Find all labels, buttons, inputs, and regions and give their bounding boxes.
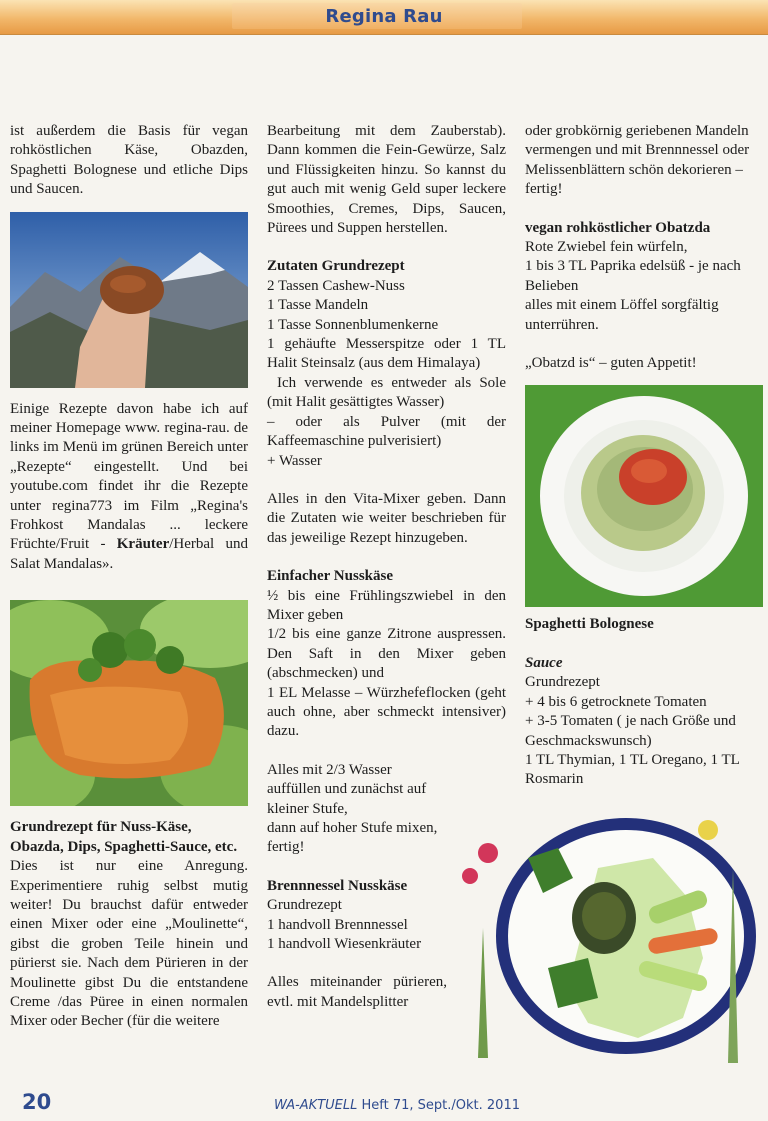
ingredient-line: 1 bis 3 TL Paprika edelsüß - je nach Belieben [525, 258, 741, 294]
section-heading: Brennnessel Nusskäse [267, 877, 408, 894]
ingredient-line: Rote Zwiebel fein würfeln, [525, 239, 688, 256]
magazine-name: WA-AKTUELL [274, 1098, 358, 1113]
paragraph: Alles mit 2/3 Wasser auffüllen und zunächst auf kleiner Stufe, [267, 761, 427, 817]
ingredient-line: Grundrezept [525, 674, 600, 691]
paragraph: Einige Rezepte davon habe ich auf meiner Homepage www. regina-rau. de links im Menü im grünen Bereich unter „Rezepte“ eingestellt. Und bei youtube.com findet ihr die Rezepte unter regina773 im Film „Regina's Frohkost Mandalas ... leckere Früchte/Fruit - Kräuter/Herbal und Salat Mandalas». [10, 400, 249, 572]
section-heading: Grundrezept für Nuss-Käse, Obazda, Dips, Spaghetti-Sauce, etc. [10, 819, 238, 855]
ingredient-line: alles mit einem Löffel sorgfältig unterrühren. [525, 297, 719, 333]
ingredient-line: + 4 bis 6 getrocknete Tomaten [525, 693, 707, 710]
ingredient-line: – oder als Pulver (mit der Kaffeemaschine pulverisiert) [267, 413, 506, 450]
author-name: Regina Rau [325, 6, 443, 27]
section-heading: Zutaten Grundrezept [267, 258, 405, 275]
ingredient-line: 1 handvoll Wiesenkräuter [267, 936, 422, 953]
photo-mountain-bread [10, 212, 248, 388]
paragraph: Dies ist nur eine Anregung. Experimentiere ruhig selbst mutig weiter! Du brauchst dafür entweder einen Mixer oder eine „Moulinette“, gibst die groben Teile hinein und pürierst sie. Nach dem Pürieren in der Moulinette gibst Du die entstandene Creme /das Püree in einen normalen Mixer oder Becher (für die weitere [10, 858, 248, 1030]
issue-info: Heft 71, Sept./Okt. 2011 [361, 1098, 520, 1113]
paragraph: ist außerdem die Basis für vegan rohköstlichen Käse, Obazden, Spaghetti Bolognese und etliche Dips und Saucen. [10, 123, 248, 198]
photo-spaghetti [525, 385, 763, 607]
column-1 [10, 122, 248, 1032]
ingredient-line: ½ bis eine Frühlingszwiebel in den Mixer geben [267, 587, 506, 623]
page-header [0, 0, 768, 35]
subsection-heading: Sauce [525, 654, 563, 671]
ingredient-line: 1 handvoll Brennnessel [267, 916, 408, 933]
ingredient-line: 1 EL Melasse – Würzhefeflocken (geht auch ohne, aber schmeckt intensiver) dazu. [267, 684, 506, 740]
paragraph: Alles in den Vita-Mixer geben. Dann die Zutaten wie weiter beschrieben für das jeweilige Rezept hinzugeben. [267, 490, 506, 546]
ingredient-line: 1 Tasse Mandeln [267, 297, 369, 314]
photo-nut-cheese [10, 600, 248, 806]
page-number: 20 [22, 1090, 52, 1114]
column-3 [525, 122, 763, 790]
ingredient-line: 2 Tassen Cashew-Nuss [267, 277, 405, 294]
nut-cheese-photo-illustration [10, 600, 248, 806]
section-heading: Einfacher Nusskäse [267, 568, 393, 585]
photo-herb-plate [448, 808, 764, 1070]
paragraph: dann auf hoher Stufe mixen, fertig! [267, 820, 438, 856]
ingredient-line: 1 Tasse Sonnenblumenkerne [267, 316, 439, 333]
paragraph: oder grobkörnig geriebenen Mandeln vermengen und mit Brennnessel oder Melissenblättern schön dekorieren – fertig! [525, 123, 750, 198]
ingredient-line: + Wasser [267, 452, 322, 469]
ingredient-line: + 3-5 Tomaten ( je nach Größe und Geschmackswunsch) [525, 713, 736, 749]
paragraph: „Obatzd is“ – guten Appetit! [525, 355, 697, 372]
ingredient-line: 1 TL Thymian, 1 TL Oregano, 1 TL Rosmarin [525, 751, 740, 788]
herb-plate-illustration [448, 808, 764, 1070]
ingredient-line: 1/2 bis eine ganze Zitrone auspressen. Den Saft in den Mixer geben (abschmecken) und [267, 626, 506, 682]
mountain-photo-illustration [10, 212, 248, 388]
spaghetti-photo-illustration [525, 385, 763, 607]
magazine-issue [274, 1098, 520, 1113]
ingredient-line: Grundrezept [267, 897, 342, 914]
ingredient-line: 1 gehäufte Messerspitze oder 1 TL Halit Steinsalz (aus dem Himalaya) [267, 336, 506, 372]
paragraph: Alles miteinander pürieren, evtl. mit Mandelsplitter [267, 974, 447, 1010]
section-heading: Spaghetti Bolognese [525, 616, 654, 633]
paragraph: Bearbeitung mit dem Zauberstab). Dann kommen die Fein-Gewürze, Salz und Flüssigkeiten hinzu. So kannst du gut auch mit wenig Geld super leckere Smoothies, Cremes, Dips, Saucen, Pürees und Suppen herstellen. [267, 123, 506, 237]
section-heading: vegan rohköstlicher Obatzda [525, 219, 711, 236]
ingredient-line: Ich verwende es entweder als Sole (mit Halit gesättigtes Wasser) [267, 374, 506, 411]
